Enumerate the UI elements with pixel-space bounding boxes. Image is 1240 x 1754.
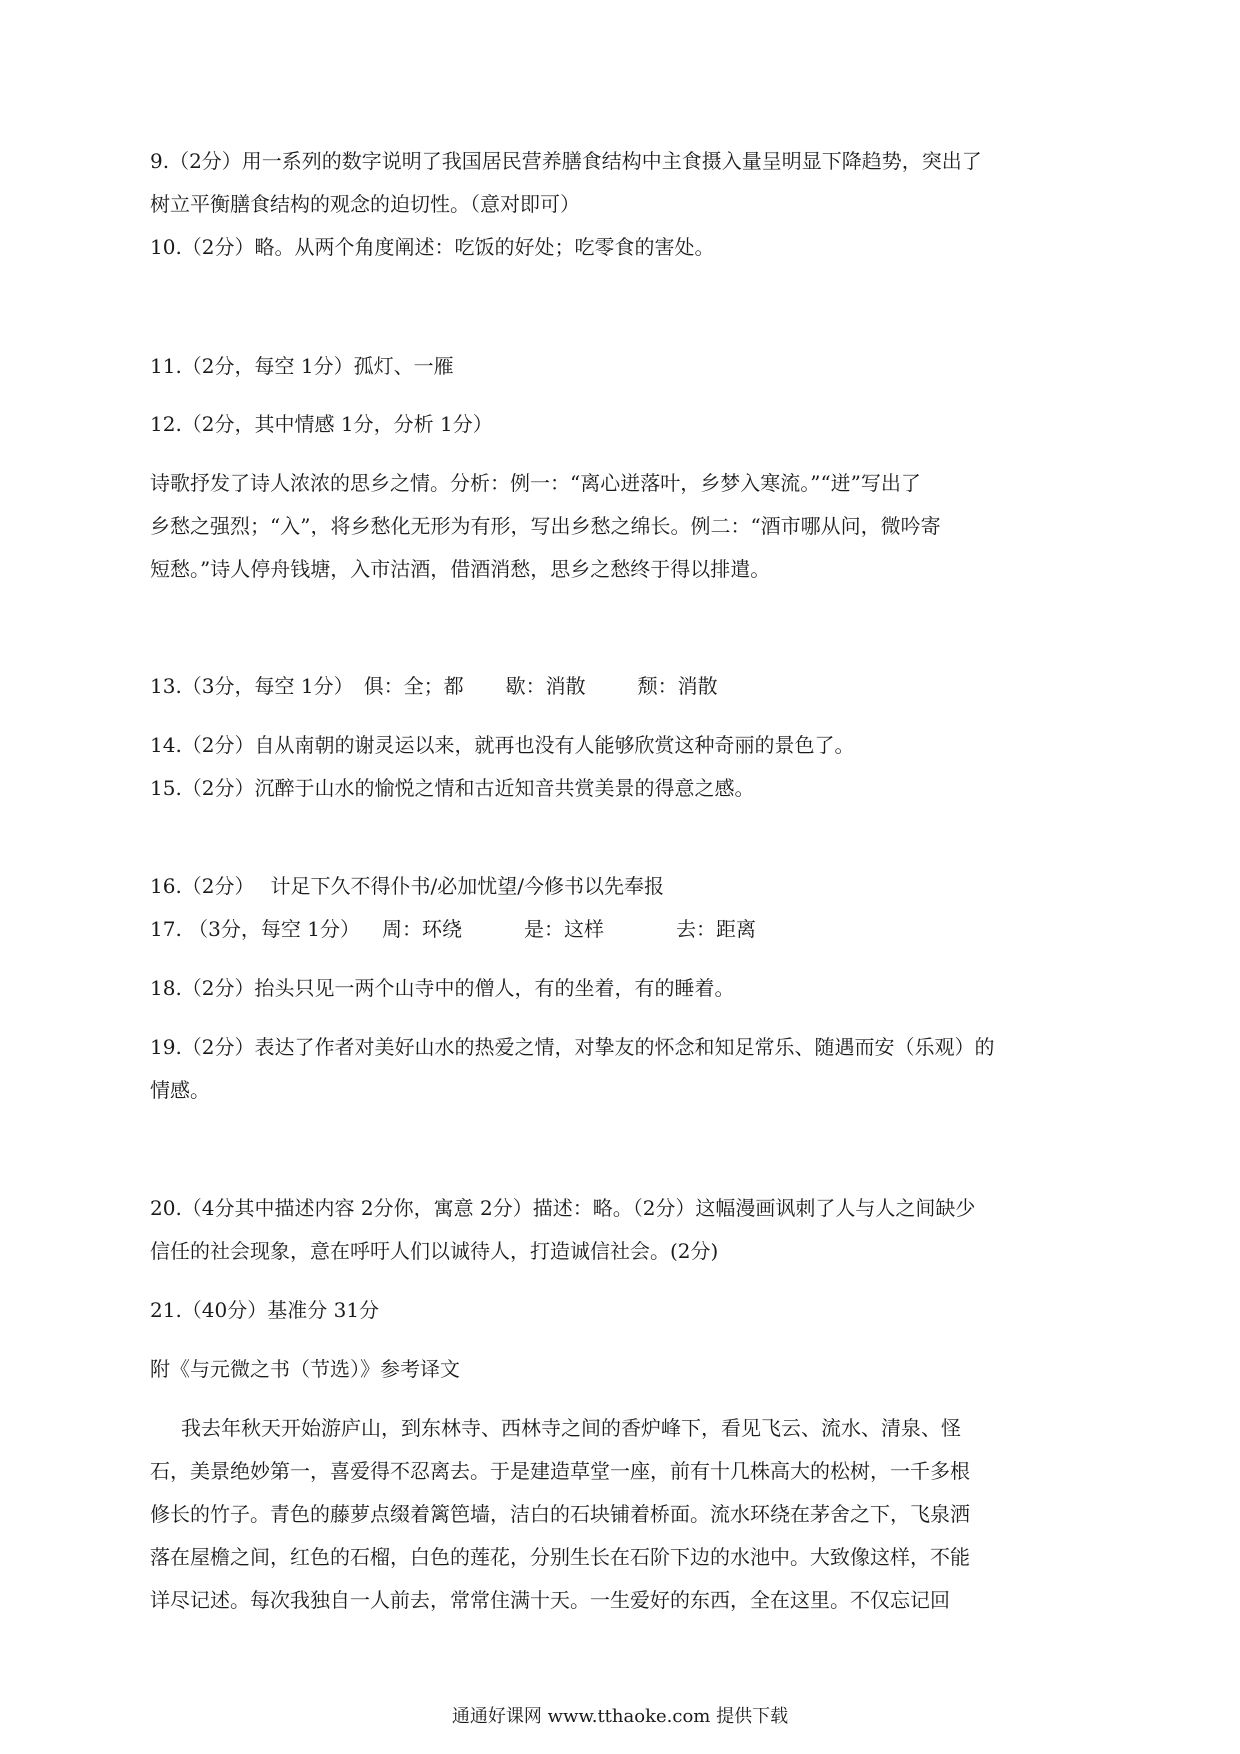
appendix-line-1: 我去年秋天开始游庐山，到东林寺、西林寺之间的香炉峰下，看见飞云、流水、清泉、怪	[181, 1417, 961, 1439]
answer-17	[150, 918, 1070, 940]
answer-20-line-1: 20.（4分其中描述内容 2分你，寓意 2分）描述：略。（2分）这幅漫画讽刺了人与人之间缺少	[150, 1197, 976, 1219]
answer-12-heading: 12.（2分，其中情感 1分，分析 1分）	[150, 413, 493, 435]
appendix-line-3: 修长的竹子。青色的藤萝点缀着篱笆墙，洁白的石块铺着桥面。流水环绕在茅舍之下，飞泉洒	[150, 1503, 970, 1525]
answer-12-line-1: 诗歌抒发了诗人浓浓的思乡之情。分析：例一：“离心迸落叶，乡梦入寒流。”“迸”写出了	[150, 472, 921, 494]
answer-13-item-c: 颓：消散	[637, 675, 718, 697]
answer-17-heading: 17. （3分，每空 1分）	[150, 918, 360, 940]
answer-13-item-b: 歇：消散	[505, 675, 586, 697]
answer-20-line-2: 信任的社会现象，意在呼吁人们以诚待人，打造诚信社会。(2分)	[150, 1240, 719, 1262]
appendix-title: 附《与元微之书（节选）》参考译文	[150, 1358, 460, 1380]
answer-17-item-c: 去：距离	[675, 918, 756, 940]
answer-19-line-2: 情感。	[150, 1079, 210, 1101]
page-footer: 通通好课网 www.tthaoke.com 提供下载	[451, 1706, 789, 1727]
answer-16-text: 计足下久不得仆书/必加忧望/今修书以先奉报	[270, 875, 665, 897]
answer-9-line-2: 树立平衡膳食结构的观念的迫切性。（意对即可）	[150, 193, 580, 215]
answer-16	[150, 875, 1070, 897]
answer-9-line-1: 9.（2分）用一系列的数字说明了我国居民营养膳食结构中主食摄入量呈明显下降趋势，突出了	[150, 150, 982, 172]
appendix-line-4: 落在屋檐之间，红色的石榴，白色的莲花，分别生长在石阶下边的水池中。大致像这样，不能	[150, 1546, 970, 1568]
answer-18: 18.（2分）抬头只见一两个山寺中的僧人，有的坐着，有的睡着。	[150, 977, 735, 999]
answer-17-item-a: 周：环绕	[381, 918, 462, 940]
answer-19-line-1: 19.（2分）表达了作者对美好山水的热爱之情，对挚友的怀念和知足常乐、随遇而安（乐观）的	[150, 1036, 995, 1058]
answer-16-heading: 16.（2分）	[150, 875, 255, 897]
answer-10: 10.（2分）略。从两个角度阐述：吃饭的好处；吃零食的害处。	[150, 236, 715, 258]
answer-14: 14.（2分）自从南朝的谢灵运以来，就再也没有人能够欣赏这种奇丽的景色了。	[150, 734, 855, 756]
appendix-line-5: 详尽记述。每次我独自一人前去，常常住满十天。一生爱好的东西，全在这里。不仅忘记回	[150, 1589, 950, 1611]
appendix-line-2: 石，美景绝妙第一，喜爱得不忍离去。于是建造草堂一座，前有十几株高大的松树，一千多根	[150, 1460, 970, 1482]
answer-12-line-3: 短愁。”诗人停舟钱塘，入市沽酒，借酒消愁，思乡之愁终于得以排遣。	[150, 558, 771, 580]
answer-15: 15.（2分）沉醉于山水的愉悦之情和古近知音共赏美景的得意之感。	[150, 777, 755, 799]
answer-13	[150, 675, 1070, 697]
answer-11: 11.（2分，每空 1分）孤灯、一雁	[150, 355, 454, 377]
answer-21: 21.（40分）基准分 31分	[150, 1299, 380, 1321]
answer-13-item-a: 俱：全；都	[363, 675, 464, 697]
answer-12-line-2: 乡愁之强烈；“入”，将乡愁化无形为有形，写出乡愁之绵长。例二：“酒市哪从问，微吟寄	[150, 515, 941, 537]
answer-13-heading: 13.（3分，每空 1分）	[150, 675, 354, 697]
answer-17-item-b: 是：这样	[523, 918, 604, 940]
